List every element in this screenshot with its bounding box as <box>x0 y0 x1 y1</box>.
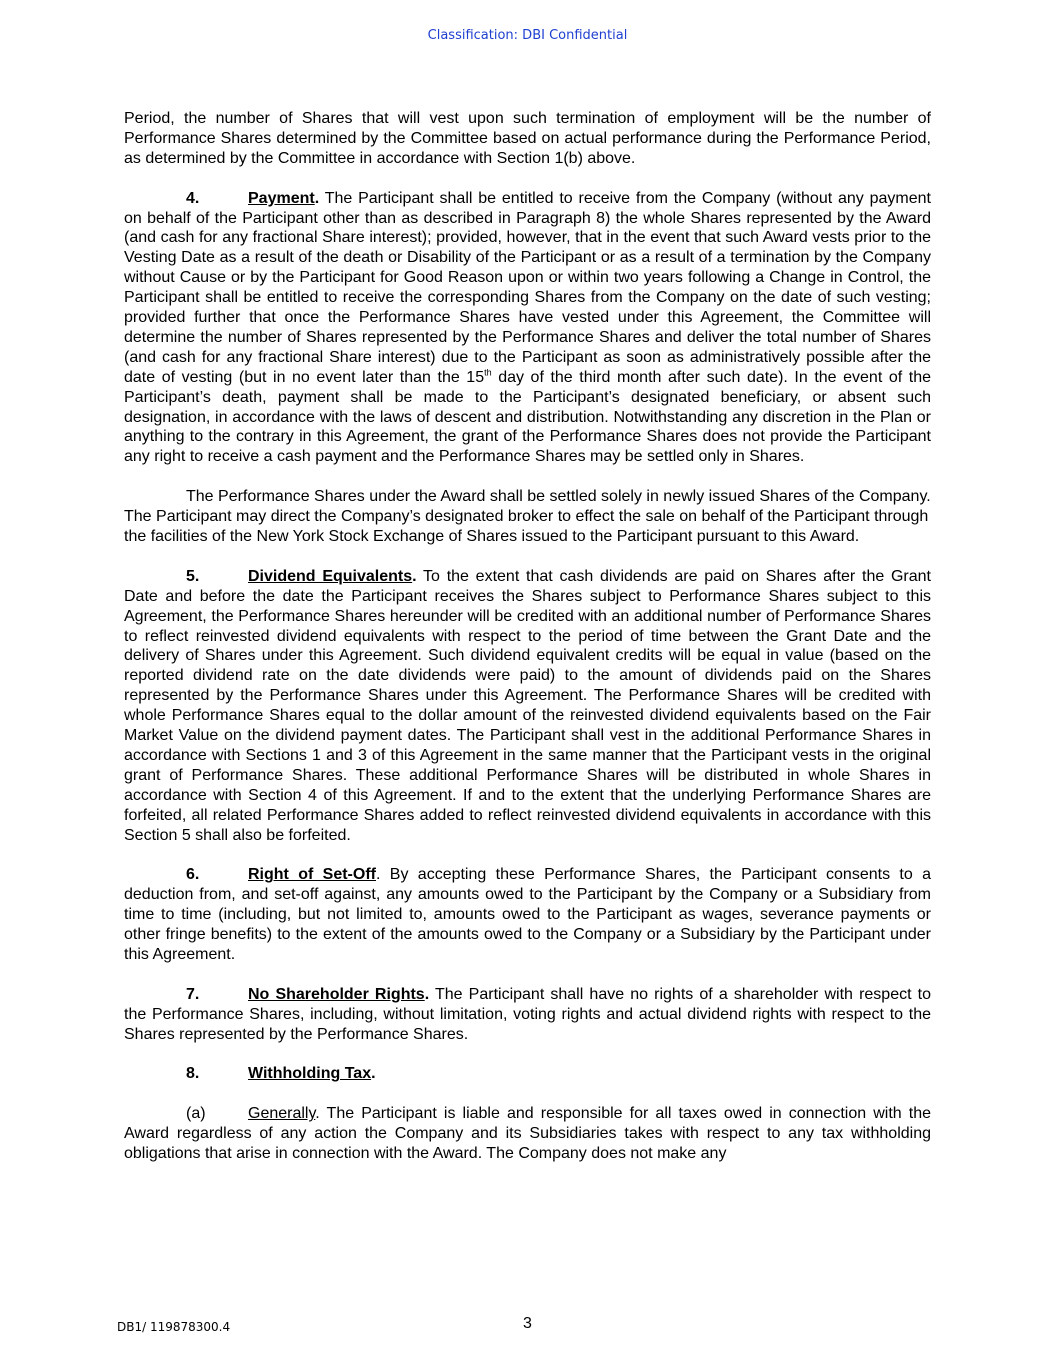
section-number: 4. <box>186 189 200 207</box>
subsection-text: The Participant is liable and responsible for all taxes owed in connection with the Award regardless of any action the Company and its Subsidiaries takes with respect to any tax withholding obligations that arise in connection with the Award. The Company does not make any <box>124 1105 931 1163</box>
section-heading: Dividend Equivalents <box>248 567 413 585</box>
subsection-label: (a) <box>186 1105 206 1123</box>
section-text: The Participant shall be entitled to receive from the Company (without any payment on behalf of the Participant other than as described in Paragraph 8) the whole Shares represented by the Award (and cash for any fractional Share interest); provided, however, that in the event that such Award vests prior to the Vesting Date as a result of the death or Disability of the Participant or as a result of a termination by the Company without Cause or by the Participant for Good Reason upon or within two years following a Change in Control, the Participant shall be entitled to receive the corresponding Shares from the Company on the date of such vesting; provided further that once the Performance Shares have vested under this Agreement, the Committee will determine the number of Shares represented by the Performance Shares and deliver the total number of Shares (and cash for any fractional Share interest) due to the Participant as soon as administratively possible after the date of vesting (but in no event later than the 15 <box>124 189 931 386</box>
section-number: 7. <box>186 985 200 1003</box>
section-6-right-of-set-off <box>124 865 931 965</box>
ordinal-superscript: th <box>484 367 492 378</box>
heading-punctuation: . <box>315 1105 320 1123</box>
paragraph-continuation: Period, the number of Shares that will vest upon such termination of employment will be the number of Performance Shares determined by the Committee based on actual performance during the Performance Period, as determined by the Committee in accordance with Section 1(b) above. <box>124 110 931 167</box>
heading-punctuation: . <box>412 567 417 585</box>
section-heading: Payment <box>248 189 315 207</box>
section-text: The Participant shall have no rights of a shareholder with respect to the Performance Shares, including, without limitation, voting rights and actual dividend rights with respect to the Shares represented by the Performance Shares. <box>124 985 931 1043</box>
page-number: 3 <box>523 1315 532 1332</box>
section-5-dividend-equivalents <box>124 567 931 846</box>
section-heading: No Shareholder Rights <box>248 985 425 1003</box>
section-7-no-shareholder-rights <box>124 985 931 1045</box>
section-4-payment <box>124 189 931 468</box>
heading-punctuation: . <box>375 866 381 884</box>
paragraph-text: The Performance Shares under the Award shall be settled solely in newly issued Shares of the Company. The Participant may direct the Company’s designated broker to effect the sale on behalf of the Participant through the facilities of the New York Stock Exchange of Shares issued to the Participant pursuant to this Award. <box>124 488 931 545</box>
subsection-8a-generally <box>124 1104 931 1164</box>
section-heading: Withholding Tax <box>248 1065 372 1083</box>
section-number: 6. <box>186 866 200 884</box>
classification-header: Classification: DBI Confidential <box>427 28 628 43</box>
heading-punctuation: . <box>424 985 430 1003</box>
settlement-paragraph <box>124 487 931 547</box>
section-text: To the extent that cash dividends are paid on Shares after the Grant Date and before the date the Participant receives the Shares subject to Performance Shares subject to this Agreement, the Performance Shares hereunder will be credited with an additional number of Performance Shares to reflect reinvested dividend equivalents with respect to the period of time between the Grant Date and the delivery of Shares under this Agreement. Such dividend equivalent credits will be equal in value (based on the reported dividend rate on the date dividends were paid) to the amount of dividends paid on the Shares represented by the Performance Shares under this Agreement. The Performance Shares will be credited with whole Performance Shares equal to the dollar amount of the reinvested dividend equivalents based on the Fair Market Value on the dividend payment dates. The Participant shall vest in the additional Performance Shares in accordance with Sections 1 and 3 of this Agreement in the same manner that the Participant vests in the original grant of Performance Shares. These additional Performance Shares will be distributed in whole Shares in accordance with Section 4 of this Agreement. If and to the extent that the underlying Performance Shares are forfeited, all related Performance Shares added to reflect reinvested dividend equivalents in accordance with this Section 5 shall also be forfeited. <box>124 567 932 844</box>
section-text-continued: day of the third month after such date). In the event of the Participant’s death, payment shall be made to the Participant’s designated beneficiary, or absent such designation, in accordance with the laws of descent and distribution. Notwithstanding any discretion in the Plan or anything to the contrary in this Agreement, the grant of the Performance Shares does not provide the Participant any right to receive a cash payment and the Performance Shares may be settled only in Shares. <box>124 368 931 466</box>
document-body <box>124 109 931 1184</box>
heading-punctuation: . <box>314 189 320 207</box>
section-text: By accepting these Performance Shares, the Participant consents to a deduction from, and set-off against, any amounts owed to the Participant by the Company or a Subsidiary from time to time (including, but not limited to, amounts owed to the Participant as wages, severance payments or other fringe benefits) to the extent of the amounts owed to the Company or a Subsidiary by the Participant under this Agreement. <box>124 866 931 963</box>
section-heading: Right of Set-Off <box>248 866 376 884</box>
heading-punctuation: . <box>371 1065 376 1083</box>
section-number: 8. <box>186 1065 200 1083</box>
document-id: DB1/ 119878300.4 <box>117 1320 231 1334</box>
subsection-heading: Generally <box>248 1105 316 1123</box>
section-number: 5. <box>186 567 200 585</box>
section-8-withholding-tax <box>124 1064 931 1084</box>
